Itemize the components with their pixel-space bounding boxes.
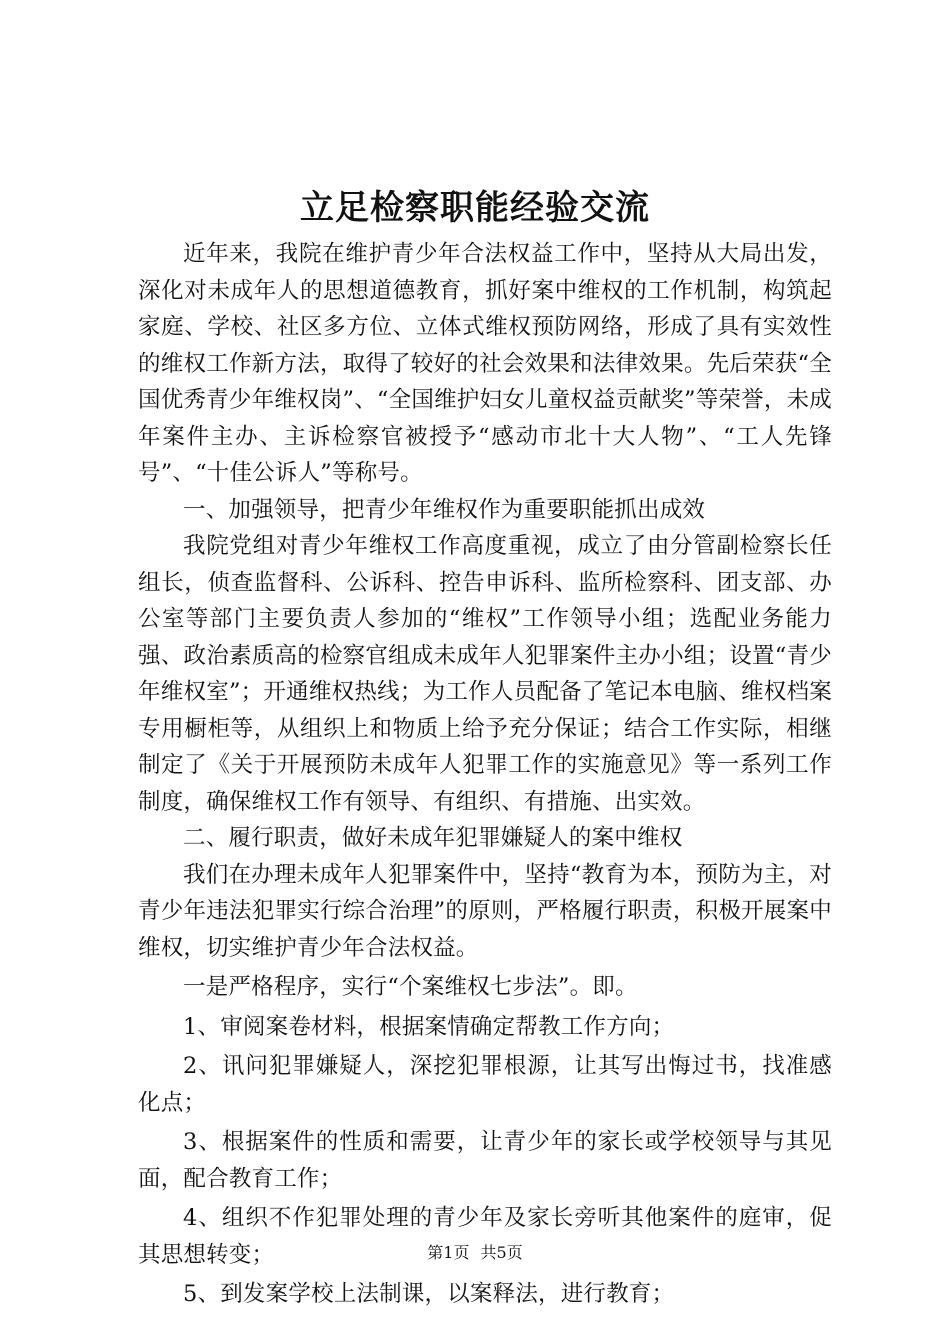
paragraph-intro: 近年来，我院在维护青少年合法权益工作中，坚持从大局出发，深化对未成年人的思想道德教育，抓好案中维权的工作机制，构筑起家庭、学校、社区多方位、立体式维权预防网络，形成了具有实效性的维权工作新方法，取得了较好的社会效果和法律效果。先后荣获“全国优秀青少年维权岗”、“全国维护妇女儿童权益贡献奖”等荣誉，未成年案件主办、主诉检察官被授予“感动市北十大人物”、“工人先锋号”、“十佳公诉人”等称号。 [138,241,832,486]
page-number: 第1页 [427,1243,470,1262]
list-item-step-2: 2、讯问犯罪嫌疑人，深挖犯罪根源，让其写出悔过书，找准感化点； [138,1053,832,1116]
list-item-step-1: 1、审阅案卷材料，根据案情确定帮教工作方向； [183,1013,675,1040]
section-heading-2: 二、履行职责，做好未成年犯罪嫌疑人的案中维权 [183,825,683,851]
page-total: 共5页 [480,1243,523,1262]
document-body [138,236,832,1313]
list-item-step-3: 3、根据案件的性质和需要，让青少年的家长或学校领导与其见面，配合教育工作； [138,1129,832,1192]
section-heading-1: 一、加强领导，把青少年维权作为重要职能抓出成效 [183,496,706,523]
paragraph-section-2: 我们在办理未成年人犯罪案件中，坚持“教育为本，预防为主，对青少年违法犯罪实行综合治理”的原则，严格履行职责，积极开展案中维权，切实维护青少年合法权益。 [138,861,832,961]
list-item-step-5: 5、到发案学校上法制课，以案释法，进行教育； [183,1281,675,1307]
document-title: 立足检察职能经验交流 [300,188,650,228]
page-footer [0,1242,950,1264]
paragraph-section-1: 我院党组对青少年维权工作高度重视，成立了由分管副检察长任组长，侦查监督科、公诉科、控告申诉科、监所检察科、团支部、办公室等部门主要负责人参加的“维权”工作领导小组；选配业务能力强、政治素质高的检察官组成未成年人犯罪案件主办小组；设置“青少年维权室”；开通维权热线；为工作人员配备了笔记本电脑、维权档案专用橱柜等，从组织上和物质上给予充分保证；结合工作实际，相继制定了《关于开展预防未成年人犯罪工作的实施意见》等一系列工作制度，确保维权工作有领导、有组织、有措施、出实效。 [138,533,832,815]
paragraph-procedure-intro: 一是严格程序，实行“个案维权七步法”。即。 [183,974,638,1000]
list-item-step-4: 4、组织不作犯罪处理的青少年及家长旁听其他案件的庭审，促其思想转变； [138,1205,832,1268]
